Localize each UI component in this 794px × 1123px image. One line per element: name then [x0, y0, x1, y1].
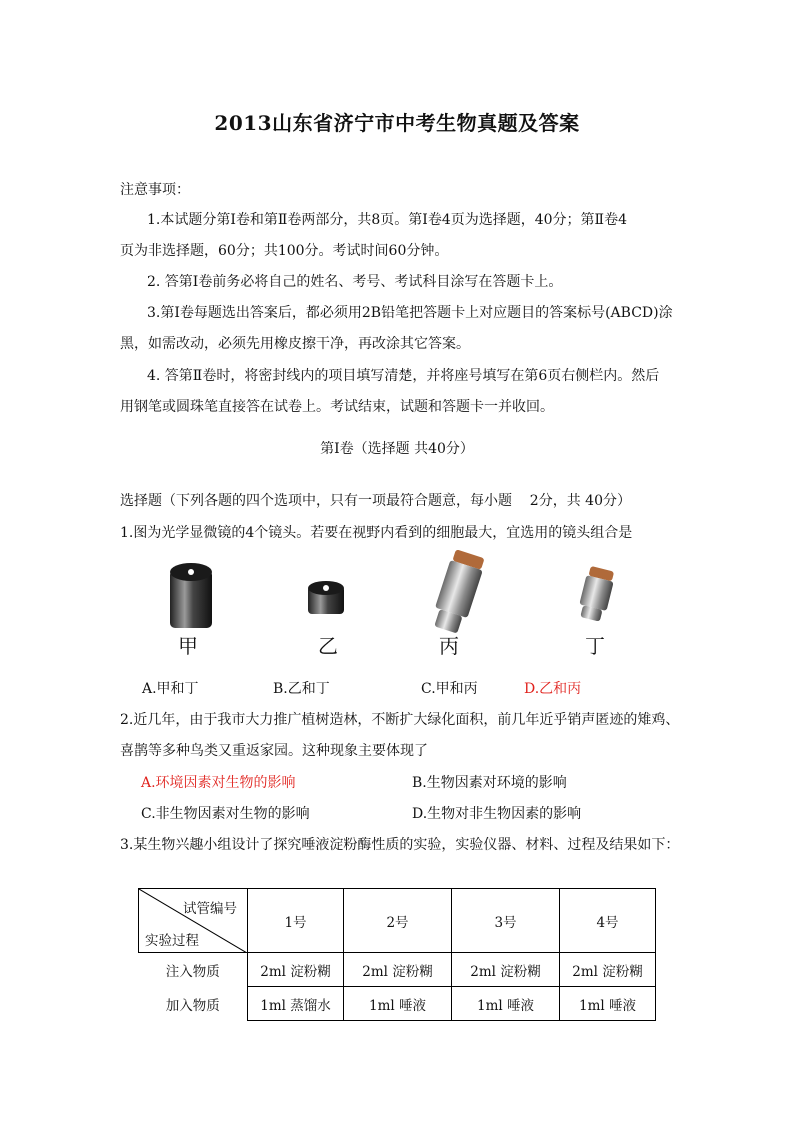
q2-stem-line-2: 喜鹊等多种鸟类又重返家园。这种现象主要体现了 [120, 743, 428, 759]
table-cell: 1ml 唾液 [452, 987, 560, 1021]
q2-option-c: C.非生物因素对生物的影响 [141, 806, 310, 822]
q1-option-a: A.甲和丁 [142, 681, 199, 697]
table-header-corner [139, 889, 248, 953]
lens-label-yi: 乙 [318, 634, 338, 658]
note-3-line-1: 3.第Ⅰ卷每题选出答案后，都必须用2B铅笔把答题卡上对应题目的答案标号(ABCD)涂 [147, 305, 673, 321]
q2-option-d: D.生物对非生物因素的影响 [412, 806, 582, 822]
q1-stem: 1.图为光学显微镜的4个镜头。若要在视野内看到的细胞最大，宜选用的镜头组合是 [120, 525, 633, 541]
lens-bing-image [426, 550, 490, 640]
table-cell: 1ml 唾液 [560, 987, 656, 1021]
lens-label-jia: 甲 [178, 634, 198, 658]
notes-heading: 注意事项： [120, 182, 190, 198]
tube-2-header: 2号 [344, 889, 452, 953]
q1-option-b: B.乙和丁 [273, 681, 330, 697]
note-2: 2. 答第Ⅰ卷前务必将自己的姓名、考号、考试科目涂写在答题卡上。 [147, 274, 563, 290]
table-row [139, 953, 656, 987]
page-title: 2013山东省济宁市中考生物真题及答案 [214, 111, 580, 135]
row-label-add: 加入物质 [139, 987, 248, 1021]
q3-stem: 3.某生物兴趣小组设计了探究唾液淀粉酶性质的实验，实验仪器、材料、过程及结果如下： [120, 837, 680, 853]
q2-stem-line-1: 2.近几年，由于我市大力推广植树造林，不断扩大绿化面积，前几年近乎销声匿迹的雉鸡、 [120, 712, 680, 728]
note-4-line-2: 用钢笔或圆珠笔直接答在试卷上。考试结束，试题和答题卡一并收回。 [120, 399, 554, 415]
table-cell: 2ml 淀粉糊 [560, 953, 656, 987]
header-process: 实验过程 [145, 933, 199, 949]
lens-label-ding: 丁 [585, 634, 605, 658]
q2-option-a-answer: A.环境因素对生物的影响 [141, 775, 296, 791]
instructions: 选择题（下列各题的四个选项中，只有一项最符合题意，每小题 2分，共 40分） [120, 493, 631, 509]
lens-yi-image [304, 578, 348, 618]
note-3-line-2: 黑，如需改动，必须先用橡皮擦干净，再改涂其它答案。 [120, 336, 470, 352]
experiment-table [138, 888, 656, 1021]
table-cell: 1ml 唾液 [344, 987, 452, 1021]
table-cell: 1ml 蒸馏水 [248, 987, 344, 1021]
table-cell: 2ml 淀粉糊 [344, 953, 452, 987]
lens-label-bing: 丙 [439, 634, 459, 658]
table-cell: 2ml 淀粉糊 [248, 953, 344, 987]
tube-3-header: 3号 [452, 889, 560, 953]
q1-option-d-answer: D.乙和丙 [524, 681, 582, 697]
lens-jia-image [166, 560, 216, 632]
note-1-line-2: 页为非选择题，60分；共100分。考试时间60分钟。 [120, 243, 449, 259]
q1-option-c: C.甲和丙 [421, 681, 478, 697]
tube-1-header: 1号 [248, 889, 344, 953]
note-4-line-1: 4. 答第Ⅱ卷时，将密封线内的项目填写清楚，并将座号填写在第6页右侧栏内。然后 [147, 368, 660, 384]
table-cell: 2ml 淀粉糊 [452, 953, 560, 987]
row-label-inject: 注入物质 [139, 953, 248, 987]
tube-4-header: 4号 [560, 889, 656, 953]
header-tube-number: 试管编号 [183, 901, 237, 917]
table-row [139, 987, 656, 1021]
lens-ding-image [572, 566, 620, 624]
q2-option-b: B.生物因素对环境的影响 [412, 775, 567, 791]
note-1-line-1: 1.本试题分第Ⅰ卷和第Ⅱ卷两部分，共8页。第Ⅰ卷4页为选择题，40分；第Ⅱ卷4 [147, 212, 627, 228]
section-title: 第Ⅰ卷（选择题 共40分） [320, 441, 474, 457]
